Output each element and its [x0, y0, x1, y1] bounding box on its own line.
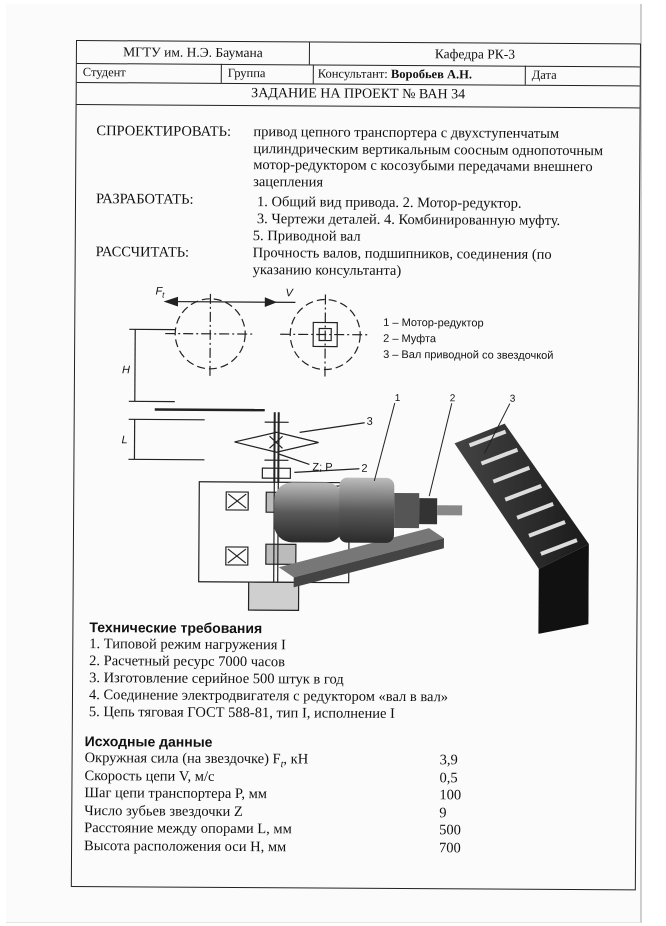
param-value: 100 [439, 787, 462, 804]
drive-photo [268, 392, 589, 634]
param-name: Шаг цепи транспортера P, мм [84, 785, 268, 803]
motor [274, 482, 344, 542]
tech-item: 5. Цепь тяговая ГОСТ 588-81, тип I, исполнение I [88, 704, 395, 722]
assignment-frame [71, 40, 641, 890]
group-label: Группа [221, 64, 320, 84]
param-value: 700 [439, 839, 461, 856]
zp-label: Z; P [312, 461, 333, 474]
param-value: 9 [439, 804, 447, 821]
param-name: Расстояние между опорами L, мм [84, 820, 292, 838]
callout-3-left: 3 [366, 415, 373, 428]
date-label: Дата [525, 66, 640, 86]
params-title: Исходные данные [84, 733, 213, 750]
consultant-name: Воробьев А.Н. [390, 66, 473, 82]
department-name: Кафедра РК-3 [309, 42, 640, 66]
tech-title: Технические требования [89, 619, 263, 637]
design-text: привод цепного транспортера с двухступенчатым цилиндрическим вертикальным соосным однопоточным мотор-редуктором с косозубыми передачами внешнего зацепления [253, 124, 604, 191]
param-value: 3,9 [439, 752, 458, 769]
legend-item-3: 3 – Вал приводной со звездочкой [383, 348, 554, 362]
legend-item-1: 1 – Мотор-редуктор [383, 316, 484, 330]
coupling [419, 498, 437, 524]
param-value: 500 [439, 822, 461, 839]
reducer [339, 478, 394, 543]
tech-requirements [89, 619, 610, 724]
param-name: Число зубьев звездочки Z [84, 802, 243, 820]
design-label: СПРОЕКТИРОВАТЬ: [96, 123, 232, 140]
calc-label: РАССЧИТАТЬ: [95, 244, 190, 261]
university-name: МГТУ им. Н.Э. Баумана [123, 44, 263, 61]
calc-text: Прочность валов, подшипников, соединения (по указанию консультанта) [252, 245, 552, 279]
photo-callout-3: 3 [509, 393, 516, 405]
legend-item-2: 2 – Муфта [383, 332, 437, 346]
develop-line-1: 1. Общий вид привода. 2. Мотор-редуктор. [256, 194, 522, 212]
param-name: Окружная сила (на звездочке) $F_t$, кН [84, 750, 309, 771]
floor-line [155, 409, 265, 410]
consultant-cell [313, 64, 530, 84]
initial-data [84, 733, 625, 858]
v-label: V [285, 287, 293, 300]
consultant-label: Консультант: [317, 66, 388, 81]
tech-item: 2. Расчетный ресурс 7000 часов [89, 653, 286, 671]
param-row [84, 838, 624, 859]
develop-line-2: 3. Чертежи деталей. 4. Комбинированную муфту. [256, 211, 561, 229]
tech-item: 1. Типовой режим нагружения I [89, 636, 286, 654]
assignment-title: ЗАДАНИЕ НА ПРОЕКТ № ВАН 34 [251, 86, 466, 103]
ft-arrow [165, 298, 177, 306]
diagram-legend [383, 315, 554, 364]
param-name: Скорость цепи V, м/с [84, 767, 215, 785]
develop-label: РАЗРАБОТАТЬ: [95, 191, 194, 208]
param-name: Высота расположения оси H, мм [84, 837, 287, 855]
tech-item: 3. Изготовление серийное 500 штук в год [89, 670, 344, 688]
ft-label: $F_t$ [155, 285, 165, 300]
h-label: H [121, 364, 130, 377]
photo-callout-1: 1 [394, 392, 401, 404]
param-value: 0,5 [439, 769, 458, 786]
callout-2-left: 2 [361, 462, 368, 475]
tech-item: 4. Соединение электродвигателя с редуктором «вал в вал» [88, 687, 449, 706]
student-label: Студент [82, 65, 126, 80]
scanned-sheet [6, 4, 642, 923]
v-arrow [265, 298, 275, 306]
photo-callout-2: 2 [449, 393, 456, 405]
develop-line-3: 5. Приводной вал [252, 228, 361, 245]
l-label: L [121, 434, 128, 447]
